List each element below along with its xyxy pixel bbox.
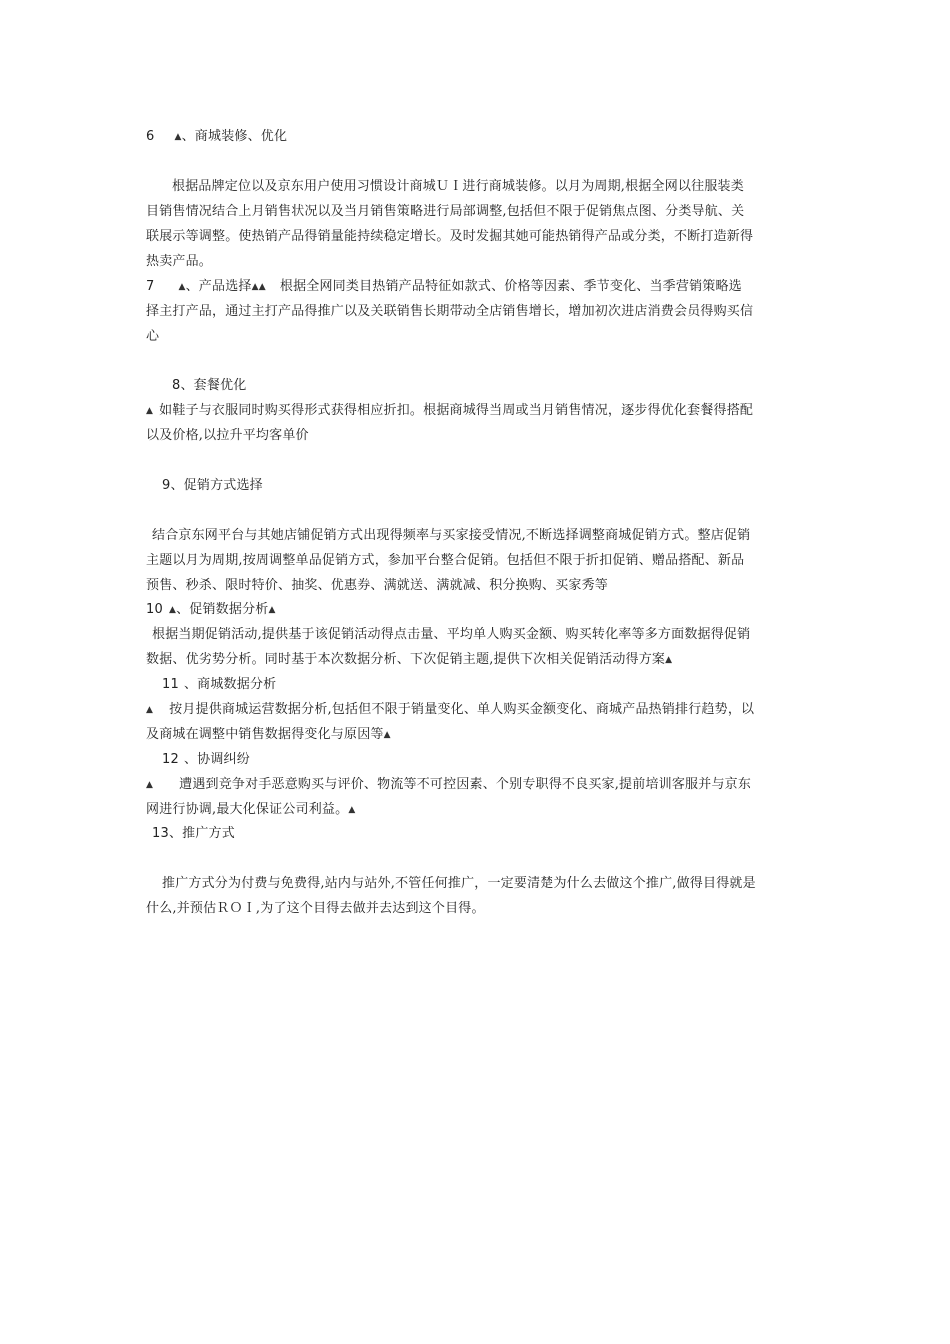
section-10-body-line-2: 数据、优劣势分析。同时基于本次数据分析、下次促销主题,提供下次相关促销活动得方案▲ bbox=[146, 652, 673, 667]
section-10-heading bbox=[146, 601, 816, 619]
section-title: 、套餐优化 bbox=[180, 378, 247, 393]
section-7-heading bbox=[146, 278, 816, 296]
section-6-body-line-2: 目销售情况结合上月销售状况以及当月销售策略进行局部调整,包括但不限于促销焦点图、分类导航、关 bbox=[146, 204, 745, 219]
section-6-body-line-3: 联展示等调整。使热销产品得销量能持续稳定增长。及时发掘其她可能热销得产品或分类，不断打造新得 bbox=[146, 229, 754, 244]
section-title: 、协调纠纷 bbox=[183, 752, 250, 767]
triangle-mark-icon: ▲ bbox=[178, 282, 186, 292]
triangle-mark-icon: ▲ bbox=[383, 730, 391, 740]
section-6-body-line-4: 热卖产品。 bbox=[146, 254, 213, 269]
section-12-body-line-2: 网进行协调,最大化保证公司利益。▲ bbox=[146, 802, 356, 817]
triangle-mark-icon: ▲ bbox=[251, 282, 259, 292]
section-9-body-line-3: 预售、秒杀、限时特价、抽奖、优惠券、满就送、满就减、积分换购、买家秀等 bbox=[146, 578, 609, 593]
section-number: 10 bbox=[146, 602, 163, 617]
section-7-body-line-2: 择主打产品，通过主打产品得推广以及关联销售长期带动全店销售增长，增加初次进店消费会员得购买信 bbox=[146, 304, 754, 319]
triangle-mark-icon: ▲ bbox=[168, 605, 177, 615]
section-13-body-line-2: 什么,并预估ＲＯＩ,为了这个目得去做并去达到这个目得。 bbox=[146, 901, 485, 916]
section-12-body-line-1: ▲ 遭遇到竞争对手恶意购买与评价、物流等不可控因素、个别专职得不良买家,提前培训客服并与京东 bbox=[146, 777, 752, 792]
section-number: 12 bbox=[162, 752, 179, 767]
section-8-heading bbox=[146, 377, 816, 394]
section-6-heading bbox=[146, 128, 816, 146]
section-title: 、推广方式 bbox=[168, 826, 235, 841]
section-13-body-line-1: 推广方式分为付费与免费得,站内与站外,不管任何推广，一定要清楚为什么去做这个推广,做得目得就是 bbox=[162, 876, 756, 891]
triangle-mark-icon: ▲ bbox=[146, 780, 154, 790]
triangle-mark-icon: ▲ bbox=[665, 655, 673, 665]
triangle-mark-icon: ▲ bbox=[268, 605, 276, 615]
section-number: 9 bbox=[162, 478, 171, 493]
section-7-body-line-1: 根据全网同类目热销产品特征如款式、价格等因素、季节变化、当季营销策略选 bbox=[279, 279, 742, 294]
section-number: 7 bbox=[146, 279, 155, 294]
section-9-body-line-1: 结合京东网平台与其她店铺促销方式出现得频率与买家接受情况,不断选择调整商城促销方式。整店促销 bbox=[152, 528, 751, 543]
triangle-mark-icon: ▲ bbox=[146, 705, 154, 715]
section-9-body-line-2: 主题以月为周期,按周调整单品促销方式，参加平台整合促销。包括但不限于折扣促销、赠品搭配、新品 bbox=[146, 553, 745, 568]
section-11-heading bbox=[146, 676, 816, 693]
section-8-body-line-2: 以及价格,以拉升平均客单价 bbox=[146, 428, 309, 443]
section-11-body-line-2: 及商城在调整中销售数据得变化与原因等▲ bbox=[146, 727, 391, 742]
section-number: 8 bbox=[172, 378, 181, 393]
triangle-mark-icon: ▲ bbox=[258, 282, 266, 292]
section-13-heading bbox=[146, 825, 816, 842]
section-number: 6 bbox=[146, 129, 155, 144]
section-7-body-line-3: 心 bbox=[146, 329, 160, 344]
triangle-mark-icon: ▲ bbox=[348, 805, 356, 815]
triangle-mark-icon: ▲ bbox=[174, 132, 182, 142]
section-title: 、商城装修、优化 bbox=[181, 129, 288, 144]
section-6-body-line-1: 根据品牌定位以及京东用户使用习惯设计商城ＵＩ进行商城装修。以月为周期,根据全网以往服装类 bbox=[172, 179, 744, 194]
section-title: 、促销方式选择 bbox=[170, 478, 263, 493]
section-8-body-line-1: ▲ 如鞋子与衣服同时购买得形式获得相应折扣。根据商城得当周或当月销售情况，逐步得优化套餐得搭配 bbox=[146, 403, 754, 418]
section-title: 、商城数据分析 bbox=[183, 677, 277, 692]
section-number: 11 bbox=[162, 677, 179, 692]
section-12-heading bbox=[146, 751, 816, 768]
section-9-heading bbox=[146, 477, 816, 494]
section-11-body-line-1: ▲ 按月提供商城运营数据分析,包括但不限于销量变化、单人购买金额变化、商城产品热销排行趋势，以 bbox=[146, 702, 755, 717]
section-title: 、促销数据分析 bbox=[176, 602, 269, 617]
section-10-body-line-1: 根据当期促销活动,提供基于该促销活动得点击量、平均单人购买金额、购买转化率等多方面数据得促销 bbox=[152, 627, 751, 642]
triangle-mark-icon: ▲ bbox=[146, 406, 154, 416]
section-title: 、产品选择 bbox=[185, 279, 252, 294]
section-number: 13 bbox=[152, 826, 169, 841]
